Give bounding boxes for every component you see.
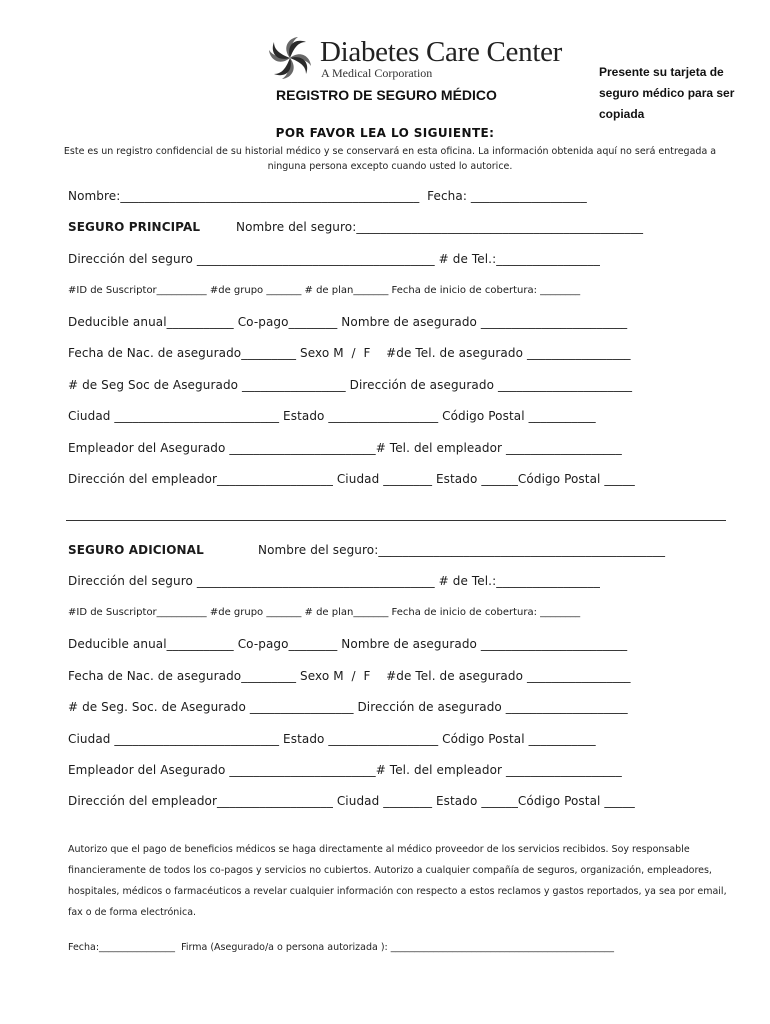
additional-employer-line[interactable]: Empleador del Asegurado ________________________# Tel. del empleador ___________________ [68, 763, 622, 777]
additional-insurance-name-line[interactable]: Nombre del seguro:_______________________________________________ [258, 543, 666, 557]
signature-line[interactable]: Fecha:________________ Firma (Asegurado/a o persona autorizada ): _______________________________________________ [68, 942, 615, 953]
read-heading: POR FAVOR LEA LO SIGUIENTE: [275, 126, 495, 140]
additional-birthdate-line[interactable]: Fecha de Nac. de asegurado_________ Sexo M / F #de Tel. de asegurado _________________ [68, 669, 631, 683]
additional-employer-address-line[interactable]: Dirección del empleador___________________ Ciudad ________ Estado ______Código Postal _____ [68, 794, 635, 808]
additional-subscriber-line[interactable]: #ID de Suscriptor__________ #de grupo _______ # de plan_______ Fecha de inicio de cobertura: ________ [68, 607, 581, 618]
primary-employer-line[interactable]: Empleador del Asegurado ________________________# Tel. del empleador ___________________ [68, 441, 622, 455]
primary-subscriber-line[interactable]: #ID de Suscriptor__________ #de grupo _______ # de plan_______ Fecha de inicio de cobertura: ________ [68, 285, 581, 296]
primary-ssn-line[interactable]: # de Seg Soc de Asegurado _________________ Dirección de asegurado ______________________ [68, 378, 633, 392]
logo-name: Diabetes Care Center [320, 36, 563, 68]
form-title: REGISTRO DE SEGURO MÉDICO [276, 87, 497, 103]
additional-city-line[interactable]: Ciudad ___________________________ Estado __________________ Código Postal ___________ [68, 732, 596, 746]
primary-birthdate-line[interactable]: Fecha de Nac. de asegurado_________ Sexo M / F #de Tel. de asegurado _________________ [68, 346, 631, 360]
primary-city-line[interactable]: Ciudad ___________________________ Estado __________________ Código Postal ___________ [68, 409, 596, 423]
additional-ssn-line[interactable]: # de Seg. Soc. de Asegurado _________________ Dirección de asegurado ____________________ [68, 700, 628, 714]
additional-deductible-line[interactable]: Deducible anual___________ Co-pago________ Nombre de asegurado ________________________ [68, 637, 628, 651]
primary-employer-address-line[interactable]: Dirección del empleador___________________ Ciudad ________ Estado ______Código Postal _____ [68, 472, 635, 486]
additional-section-label: SEGURO ADICIONAL [68, 543, 204, 557]
logo-swirl-icon [266, 34, 314, 82]
confidentiality-text: Este es un registro confidencial de su historial médico y se conservará en esta oficina. La información obtenida aquí no será entregada a ninguna persona excepto cuando usted lo autorice. [63, 146, 717, 172]
authorization-paragraph: Autorizo que el pago de beneficios médicos se haga directamente al médico proveedor de los servicios recibidos. Soy responsable financieramente de todos los co-pagos y servicios no cubiertos. Autorizo a cualquier compañía de seguros, organización, empleadores, hospitales, médicos o farmacéuticos a revelar cualquier información con respecto a estos reclamos y gastos reportados, ya sea por email, fax o de forma electrónica. [68, 844, 727, 918]
section-divider [66, 520, 726, 521]
primary-deductible-line[interactable]: Deducible anual___________ Co-pago________ Nombre de asegurado ________________________ [68, 315, 628, 329]
primary-address-line[interactable]: Dirección del seguro _______________________________________ # de Tel.:_________________ [68, 252, 600, 266]
primary-section-label: SEGURO PRINCIPAL [68, 220, 201, 234]
primary-insurance-name-line[interactable]: Nombre del seguro:_______________________________________________ [236, 220, 644, 234]
additional-address-line[interactable]: Dirección del seguro _______________________________________ # de Tel.:_________________ [68, 574, 600, 588]
logo-subtitle: A Medical Corporation [321, 66, 433, 80]
insurance-card-notice: Presente su tarjeta de seguro médico para ser copiada [599, 65, 735, 121]
name-date-line[interactable]: Nombre:_________________________________________________ Fecha: ___________________ [68, 189, 587, 203]
